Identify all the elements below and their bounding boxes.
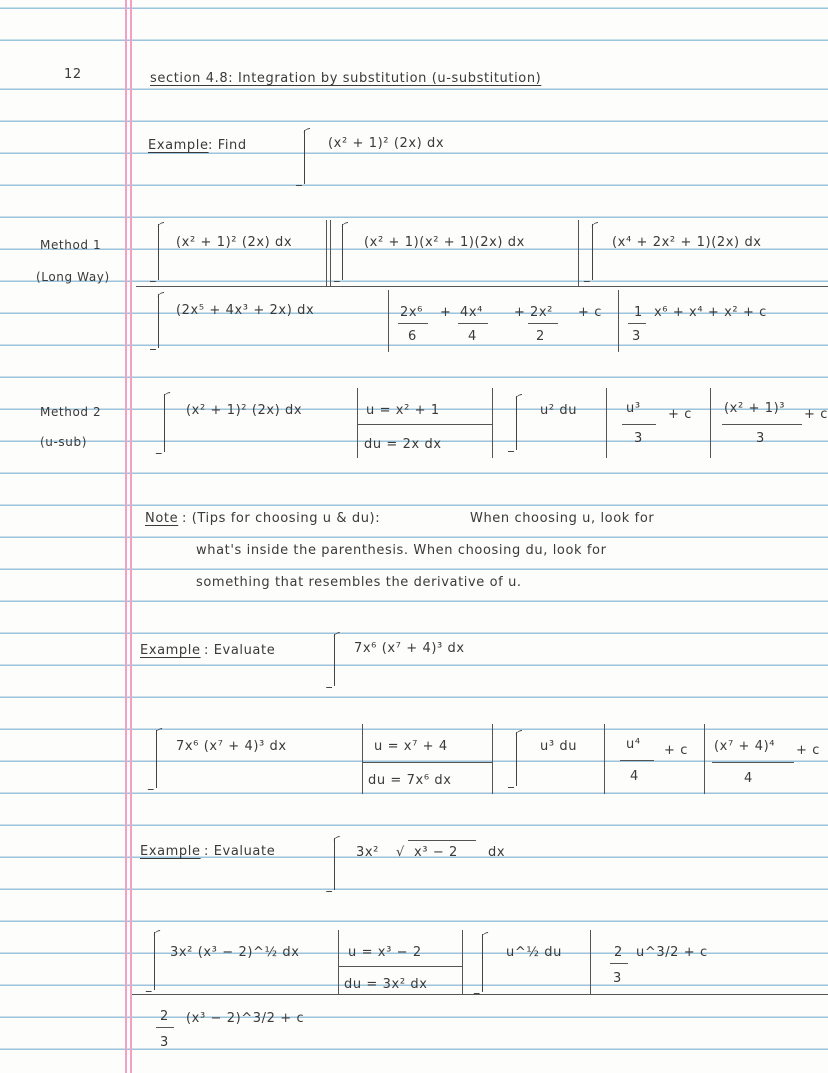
method1-step4: (2x⁵ + 4x³ + 2x) dx	[176, 303, 315, 318]
integral-sign-icon	[300, 128, 310, 186]
example2-final-num: (x⁷ + 4)⁴	[714, 739, 776, 754]
example2-u: u = x⁷ + 4	[374, 739, 448, 754]
example3-final-rest: (x³ − 2)^3/2 + c	[186, 1011, 305, 1026]
example3-uint: u^½ du	[506, 945, 562, 960]
fraction-bar	[458, 323, 488, 324]
divider	[338, 966, 462, 967]
example1-integrand: (x² + 1)² (2x) dx	[328, 136, 445, 151]
integral-sign-icon	[152, 728, 162, 790]
divider	[362, 724, 363, 794]
method1-plus1: +	[440, 305, 452, 320]
method1-frac3-num: 2x²	[530, 305, 553, 320]
method2-integrand: (x² + 1)² (2x) dx	[186, 403, 303, 418]
integral-sign-icon	[154, 222, 164, 282]
example3-ans-num: 2	[614, 945, 623, 960]
row-divider	[136, 286, 828, 287]
divider	[710, 388, 711, 458]
example3-work: 3x² (x³ − 2)^½ dx	[170, 945, 300, 960]
method1-frac2-num: 4x⁴	[460, 305, 483, 320]
fraction-bar	[722, 424, 802, 425]
method1-frac2-den: 4	[468, 329, 477, 344]
note-line3: something that resembles the derivative of u.	[196, 575, 522, 590]
integral-sign-icon	[478, 932, 488, 994]
divider	[492, 388, 493, 458]
fraction-bar	[622, 424, 656, 425]
integral-sign-icon	[588, 222, 598, 282]
method1-frac3-den: 2	[536, 329, 545, 344]
divider	[462, 930, 463, 994]
method2-ans-num: u³	[626, 401, 641, 416]
example3-final-num: 2	[160, 1009, 169, 1024]
method1-step3: (x⁴ + 2x² + 1)(2x) dx	[612, 235, 762, 250]
divider	[326, 220, 327, 286]
example2-integrand: 7x⁶ (x⁷ + 4)³ dx	[354, 641, 465, 656]
divider	[604, 724, 605, 794]
example3-prompt: : Evaluate	[204, 844, 276, 859]
method2-u: u = x² + 1	[366, 403, 440, 418]
example3-du: du = 3x² dx	[344, 977, 428, 992]
fraction-bar	[398, 323, 428, 324]
method2-final-num: (x² + 1)³	[724, 401, 786, 416]
method1-final: x⁶ + x⁴ + x² + c	[654, 305, 767, 320]
example2-ans-den: 4	[630, 769, 639, 784]
method2-ans-den: 3	[634, 431, 643, 446]
method2-label: Method 2	[40, 405, 102, 419]
divider	[492, 724, 493, 794]
divider	[704, 724, 705, 794]
note-label: Note	[145, 511, 179, 526]
example2-uint: u³ du	[540, 739, 578, 754]
method1-step1: (x² + 1)² (2x) dx	[176, 235, 293, 250]
fraction-bar	[628, 323, 646, 324]
example3-ans-den: 3	[613, 971, 622, 986]
method2-final-c: + c	[804, 407, 828, 422]
method1-plus2: +	[514, 305, 526, 320]
page-title: section 4.8: Integration by substitution (u-substitution)	[150, 71, 542, 86]
radical-bar	[408, 840, 476, 841]
example3-dx: dx	[488, 845, 506, 860]
method1-step2: (x² + 1)(x² + 1)(2x) dx	[364, 235, 525, 250]
example2-final-c: + c	[796, 743, 820, 758]
example3-u: u = x³ − 2	[348, 945, 422, 960]
example1-label: Example	[148, 138, 209, 153]
example3-final-den: 3	[160, 1035, 169, 1050]
method1-third-num: 1	[634, 305, 643, 320]
integral-sign-icon	[330, 836, 340, 892]
fraction-bar	[528, 323, 558, 324]
radical-icon: √	[396, 845, 405, 860]
divider	[330, 220, 331, 286]
example3-ans-rest: u^3/2 + c	[636, 945, 708, 960]
method1-frac1-num: 2x⁶	[400, 305, 423, 320]
note-line1: When choosing u, look for	[470, 511, 655, 526]
example2-du: du = 7x⁶ dx	[368, 773, 452, 788]
example2-ans-c: + c	[664, 743, 688, 758]
divider	[578, 220, 579, 286]
margin-line-right	[130, 0, 132, 1073]
integral-sign-icon	[160, 392, 170, 454]
example2-work: 7x⁶ (x⁷ + 4)³ dx	[176, 739, 287, 754]
page-number: 12	[64, 67, 82, 82]
example2-ans-num: u⁴	[626, 737, 641, 752]
example3-label: Example	[140, 844, 201, 859]
divider	[362, 762, 492, 763]
integral-sign-icon	[150, 930, 160, 992]
margin-line-left	[125, 0, 127, 1073]
method2-sub: (u-sub)	[40, 435, 87, 449]
fraction-bar	[610, 963, 628, 964]
divider	[338, 930, 339, 994]
integral-sign-icon	[154, 292, 164, 350]
note-line2: what's inside the parenthesis. When choosing du, look for	[196, 543, 607, 558]
example2-prompt: : Evaluate	[204, 643, 276, 658]
note-tips: : (Tips for choosing u & du):	[182, 511, 381, 526]
example3-integrand-coef: 3x²	[356, 845, 379, 860]
fraction-bar	[620, 760, 654, 761]
integral-sign-icon	[338, 222, 348, 282]
example3-radicand: x³ − 2	[414, 845, 458, 860]
example2-final-den: 4	[744, 771, 753, 786]
divider	[618, 290, 619, 352]
method2-du: du = 2x dx	[364, 437, 442, 452]
divider	[590, 930, 591, 994]
integral-sign-icon	[512, 730, 522, 788]
method1-third-den: 3	[632, 329, 641, 344]
method2-final-den: 3	[756, 431, 765, 446]
method1-sub: (Long Way)	[36, 270, 110, 284]
integral-sign-icon	[330, 632, 340, 688]
divider	[606, 388, 607, 458]
integral-sign-icon	[512, 394, 522, 452]
example2-label: Example	[140, 643, 201, 658]
method1-frac1-den: 6	[408, 329, 417, 344]
method1-label: Method 1	[40, 238, 102, 252]
divider	[357, 388, 358, 458]
row-divider	[132, 994, 828, 995]
fraction-bar	[712, 762, 794, 763]
fraction-bar	[156, 1027, 174, 1028]
method1-constant: + c	[578, 305, 602, 320]
example1-prompt: : Find	[208, 138, 247, 153]
method2-uint: u² du	[540, 403, 578, 418]
method2-ans-c: + c	[668, 407, 692, 422]
divider	[388, 290, 389, 352]
divider	[358, 424, 492, 425]
